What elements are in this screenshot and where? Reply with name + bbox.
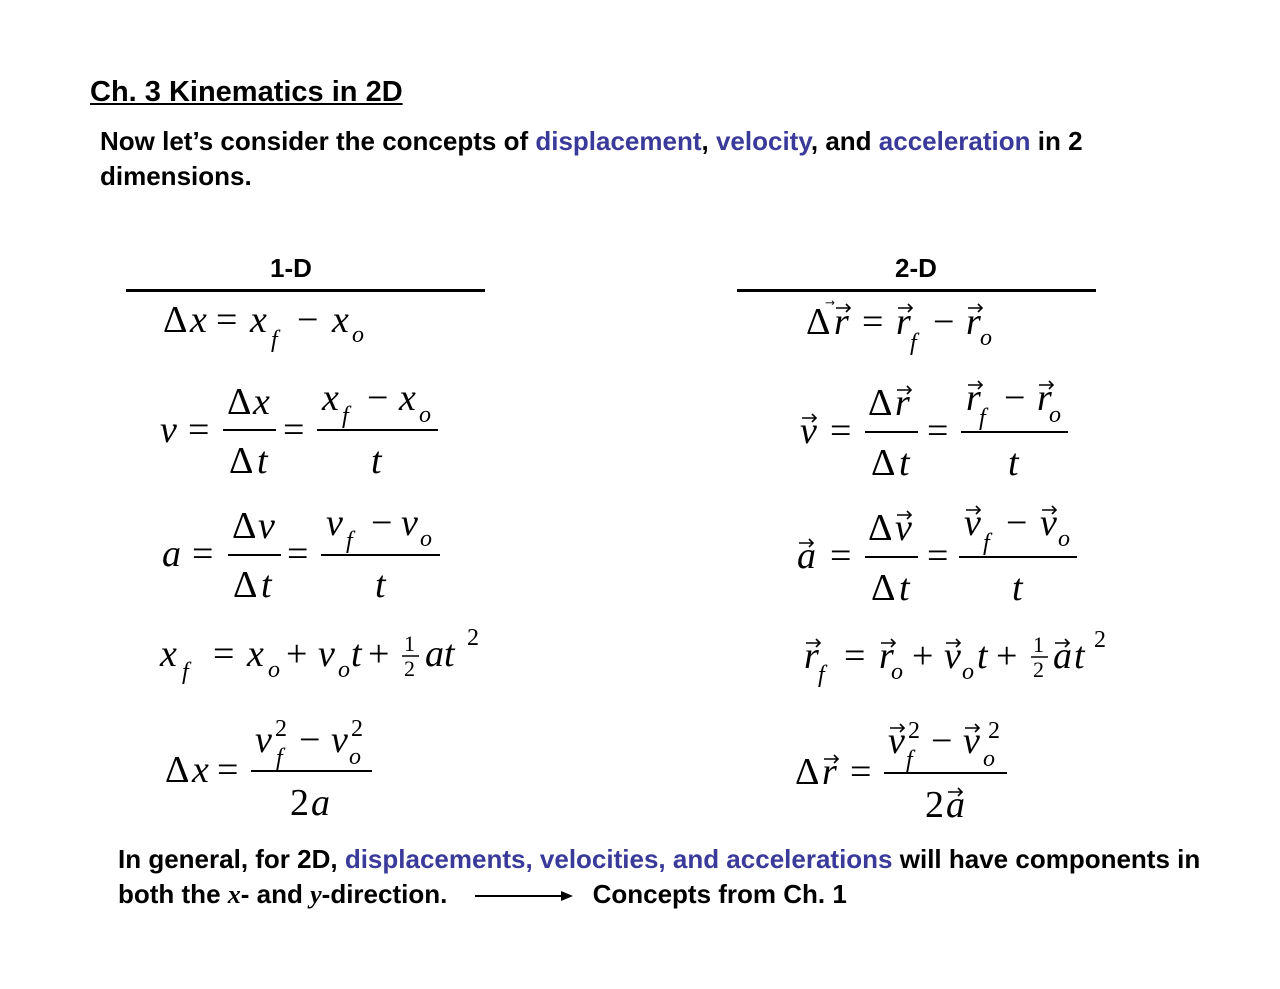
svg-text:=: = [217,749,239,791]
footer-lead: In general, for 2D, [118,844,345,874]
svg-text:o: o [1058,526,1070,552]
svg-text:x: x [192,749,209,791]
svg-text:−: − [1004,377,1026,419]
svg-text:v: v [401,502,418,544]
svg-text:t: t [371,440,382,482]
svg-text:t: t [257,440,268,482]
svg-text:o: o [352,322,364,348]
svg-text:Δ: Δ [806,301,831,343]
footer-x-variable: x [227,880,241,909]
svg-text:f: f [818,662,825,688]
equation-1d-position [159,625,479,685]
svg-text:2: 2 [1033,657,1044,682]
svg-text:f: f [910,330,917,356]
svg-text:Δ: Δ [229,440,254,482]
svg-text:+: + [368,633,390,675]
svg-text:r: r [966,301,981,343]
svg-text:v: v [944,635,961,677]
svg-text:Δ: Δ [871,567,896,609]
svg-text:−: − [371,502,393,544]
svg-text:Δ: Δ [227,381,252,423]
svg-text:2: 2 [908,718,920,744]
svg-text:Δ: Δ [868,507,893,549]
svg-text:=: = [192,533,214,575]
svg-text:a: a [1053,635,1072,677]
svg-text:v: v [326,502,343,544]
svg-text:f: f [346,528,353,554]
footer-and: - and [240,879,311,909]
svg-text:−: − [299,719,321,761]
equation-2d-acceleration [797,502,1077,609]
equation-2d-velocity-squared [795,718,1007,826]
svg-text:o: o [962,659,974,685]
svg-text:t: t [375,564,386,606]
svg-text:2: 2 [351,716,363,742]
svg-text:o: o [338,657,350,683]
svg-text:=: = [844,635,866,677]
svg-text:r: r [822,751,837,793]
svg-text:−: − [297,299,319,341]
svg-text:f: f [271,327,278,353]
svg-text:v: v [331,719,348,761]
svg-text:−: − [931,720,953,762]
svg-text:v: v [895,507,912,549]
svg-text:o: o [268,657,280,683]
svg-text:x: x [399,377,416,419]
svg-text:t: t [1074,635,1085,677]
svg-text:−: − [367,377,389,419]
page-title: Ch. 3 Kinematics in 2D [90,76,403,108]
svg-text:o: o [891,659,903,685]
footer-highlight: displacements, velocities, and accelerations [344,844,893,874]
svg-text:=: = [216,299,238,341]
svg-text:v: v [255,719,272,761]
svg-text:2: 2 [290,782,309,824]
svg-text:Δ: Δ [233,564,258,606]
svg-text:f: f [906,747,913,773]
svg-text:v: v [964,502,981,544]
intro-lead: Now let’s consider the concepts of [100,126,536,156]
svg-text:a: a [425,633,444,675]
svg-text:f: f [182,659,189,685]
svg-text:a: a [311,782,330,824]
svg-text:=: = [830,535,852,577]
svg-text:=: = [188,409,210,451]
svg-text:=: = [927,410,949,452]
svg-text:a: a [797,535,816,577]
intro-tail: in 2 dimensions. [100,126,1083,191]
svg-text:=: = [213,633,235,675]
column-header-2d: 2-D [895,253,937,283]
svg-text:=: = [287,533,309,575]
svg-text:f: f [342,403,349,429]
svg-text:=: = [830,410,852,452]
svg-text:o: o [349,744,361,770]
svg-text:+: + [286,633,308,675]
svg-text:+: + [996,635,1018,677]
equation-1d-displacement [163,299,364,353]
svg-text:Δ: Δ [232,505,257,547]
term-acceleration: acceleration [878,126,1031,156]
svg-text:Δ: Δ [871,442,896,484]
svg-text:r: r [804,635,819,677]
svg-text:=: = [927,535,949,577]
svg-text:r: r [966,377,981,419]
svg-text:r: r [879,635,894,677]
svg-text:−: − [1006,502,1028,544]
equation-2d-velocity [800,377,1068,484]
svg-text:t: t [899,442,910,484]
svg-text:r: r [895,382,910,424]
footer-concepts-note: Concepts from Ch. 1 [592,879,847,909]
svg-text:2: 2 [404,656,415,681]
svg-text:r: r [1037,377,1052,419]
svg-text:v: v [160,409,177,451]
svg-text:2: 2 [467,625,479,651]
footer-paragraph [118,842,1238,912]
svg-text:2: 2 [275,716,287,742]
svg-text:o: o [1049,402,1061,428]
svg-text:o: o [980,325,992,351]
svg-text:Δ: Δ [795,751,820,793]
footer-end: -direction. [321,879,448,909]
svg-text:v: v [800,410,817,452]
svg-text:x: x [253,381,270,423]
svg-text:x: x [250,299,267,341]
svg-text:v: v [1040,502,1057,544]
svg-text:f: f [276,745,283,771]
svg-text:a: a [946,784,965,826]
equation-2d-displacement [806,300,992,356]
svg-text:x: x [160,633,177,675]
svg-text:=: = [850,751,872,793]
footer-mid: will have components in both the [118,844,1201,909]
intro-sep: , and [810,126,879,156]
svg-text:v: v [963,720,980,762]
svg-text:t: t [261,564,272,606]
svg-text:x: x [322,377,339,419]
svg-text:x: x [190,299,207,341]
intro-sep: , [701,126,716,156]
svg-text:Δ: Δ [163,299,188,341]
svg-text:a: a [162,533,181,575]
equation-1d-velocity [160,377,438,482]
term-velocity: velocity [715,126,811,156]
svg-text:+: + [912,635,934,677]
svg-text:−: − [933,301,955,343]
svg-text:Δ: Δ [868,382,893,424]
svg-text:=: = [862,301,884,343]
svg-text:t: t [899,567,910,609]
svg-text:r: r [896,301,911,343]
svg-text:f: f [983,530,990,556]
svg-text:t: t [444,633,455,675]
svg-text:t: t [977,635,988,677]
svg-text:v: v [258,505,275,547]
equation-2d-position [804,627,1106,688]
svg-text:f: f [979,405,986,431]
svg-text:r: r [834,301,849,343]
svg-text:x: x [332,299,349,341]
footer-y-variable: y [310,880,322,909]
svg-text:t: t [1012,567,1023,609]
svg-text:2: 2 [925,784,944,826]
svg-text:2: 2 [988,718,1000,744]
svg-text:1: 1 [404,631,415,656]
svg-text:2: 2 [1094,627,1106,653]
svg-text:o: o [419,402,431,428]
svg-text:=: = [283,409,305,451]
svg-text:x: x [247,633,264,675]
svg-text:Δ: Δ [165,749,190,791]
svg-text:o: o [420,526,432,552]
svg-text:1: 1 [1033,632,1044,657]
equation-1d-velocity-squared [165,716,372,824]
svg-text:o: o [983,746,995,772]
svg-text:t: t [1008,442,1019,484]
equation-1d-acceleration [162,502,440,606]
term-displacement: displacement [535,126,702,156]
svg-text:t: t [351,633,362,675]
column-header-1d: 1-D [270,253,312,283]
svg-text:v: v [318,633,335,675]
arrow-right-icon [469,886,579,906]
svg-text:v: v [888,720,905,762]
